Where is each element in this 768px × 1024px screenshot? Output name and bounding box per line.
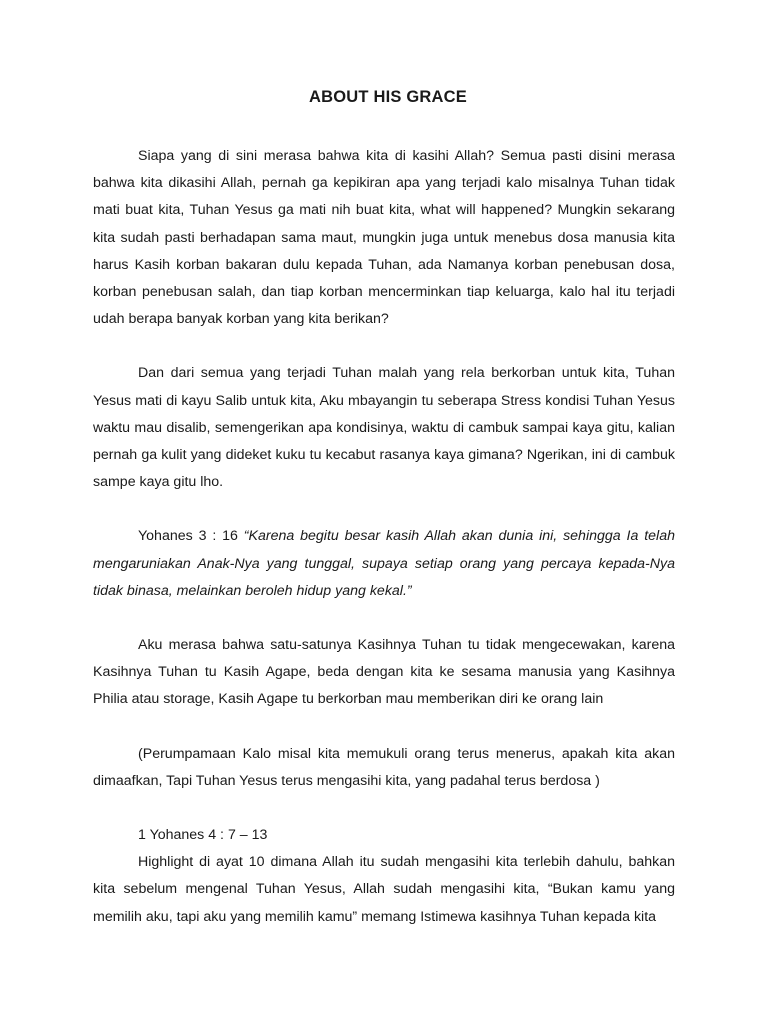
paragraph-agape: Aku merasa bahwa satu-satunya Kasihnya Tuhan tu tidak mengecewakan, karena Kasihnya Tuhan tu Kasih Agape, beda dengan kita ke sesama manusia yang Kasihnya Philia atau storage, Kasih Agape tu berkorban mau memberikan diri ke orang lain — [93, 637, 675, 708]
paragraph-john-3-16 — [93, 523, 675, 605]
verse-reference: Yohanes 3 : 16 — [138, 528, 244, 545]
verse-reference-1-john: 1 Yohanes 4 : 7 – 13 — [138, 827, 268, 844]
paragraph-intro: Siapa yang di sini merasa bahwa kita di kasihi Allah? Semua pasti disini merasa bahwa kita dikasihi Allah, pernah ga kepikiran apa yang terjadi kalo misalnya Tuhan tidak mati buat kita, Tuhan Yesus ga mati nih buat kita, what will happened? Mungkin sekarang kita sudah pasti berhadapan sama maut, mungkin juga untuk menebus dosa manusia kita harus Kasih korban bakaran dulu kepada Tuhan, ada Namanya korban penebusan dosa, korban penebusan salah, dan tiap korban mencerminkan tiap keluarga, kalo hal itu terjadi udah berapa banyak korban yang kita berikan? — [93, 148, 675, 328]
page-title: ABOUT HIS GRACE — [309, 88, 467, 106]
paragraph-highlight: Highlight di ayat 10 dimana Allah itu sudah mengasihi kita terlebih dahulu, bahkan kita sebelum mengenal Tuhan Yesus, Allah sudah mengasihi kita, “Bukan kamu yang memilih aku, tapi aku yang memilih kamu” memang Istimewa kasihnya Tuhan kepada kita — [93, 854, 675, 925]
verse-quote: “Karena begitu besar kasih Allah akan dunia ini, sehingga Ia telah mengaruniakan Anak-Nya yang tunggal, supaya setiap orang yang percaya kepada-Nya tidak binasa, melainkan beroleh hidup yang kekal.” — [93, 528, 675, 599]
document-body — [93, 88, 675, 931]
paragraph-sacrifice: Dan dari semua yang terjadi Tuhan malah yang rela berkorban untuk kita, Tuhan Yesus mati di kayu Salib untuk kita, Aku mbayangin tu seberapa Stress kondisi Tuhan Yesus waktu mau disalib, semengerikan apa kondisinya, waktu di cambuk sampai kaya gitu, kalian pernah ga kulit yang dideket kuku tu kecabut rasanya kaya gimana? Ngerikan, ini di cambuk sampe kaya gitu lho. — [93, 365, 675, 491]
paragraph-parable: (Perumpamaan Kalo misal kita memukuli orang terus menerus, apakah kita akan dimaafkan, Tapi Tuhan Yesus terus mengasihi kita, yang padahal terus berdosa ) — [93, 745, 675, 789]
